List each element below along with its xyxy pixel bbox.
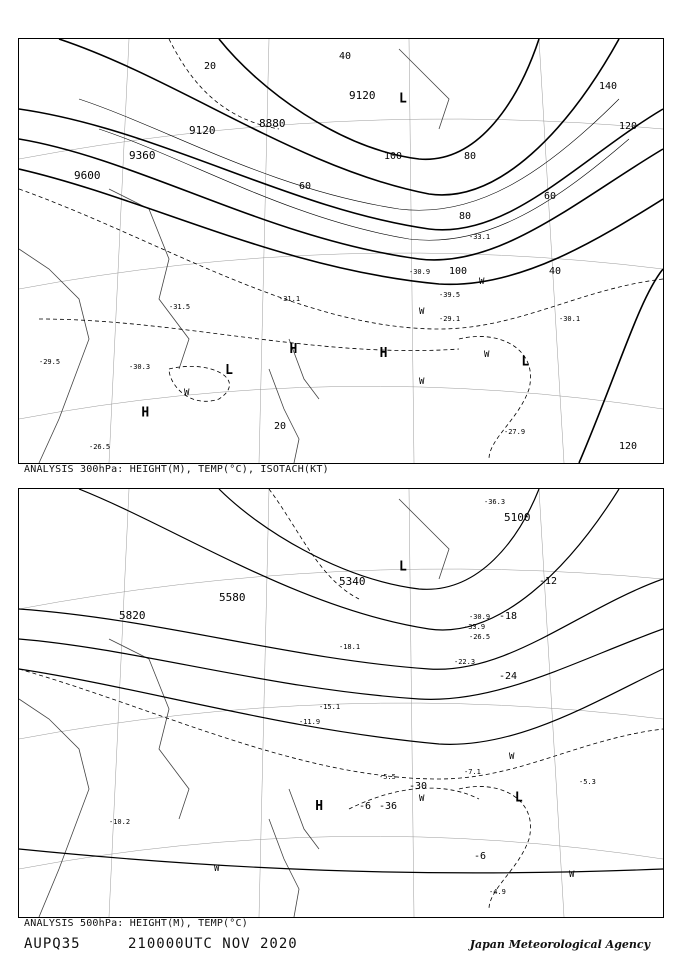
station-temperature: -33.9 xyxy=(464,623,486,631)
height-contour-label: 9120 xyxy=(189,124,216,137)
iso-label: -12 xyxy=(539,576,558,587)
map-300hpa xyxy=(19,39,663,463)
height-contour-label: 9600 xyxy=(74,169,101,182)
iso-label: -6 xyxy=(359,801,372,812)
iso-label: 20 xyxy=(274,421,287,432)
graticule xyxy=(19,489,663,917)
pressure-center-l: L xyxy=(521,354,530,370)
iso-label: -36 xyxy=(379,801,398,812)
station-temperature: -22.3 xyxy=(454,658,476,666)
iso-label: 40 xyxy=(549,266,562,277)
station-temperature: -15.1 xyxy=(319,703,341,711)
iso-label: 80 xyxy=(464,151,477,162)
iso-label: 40 xyxy=(339,51,352,62)
height-contour-label: 8880 xyxy=(259,117,286,130)
pressure-center-h: H xyxy=(141,405,150,421)
station-temperature: -5.5 xyxy=(379,773,396,781)
warm-marker: W xyxy=(509,752,515,762)
issue-time: 210000UTC NOV 2020 xyxy=(128,936,298,952)
height-contours xyxy=(19,39,663,463)
station-temperature: -7.1 xyxy=(464,768,481,776)
height-contour-label: 5340 xyxy=(339,575,366,588)
iso-label: 140 xyxy=(599,81,618,92)
caption-500hpa: ANALYSIS 500hPa: HEIGHT(M), TEMP(°C) xyxy=(24,918,248,929)
station-temperature: -30.9 xyxy=(469,613,491,621)
warm-marker: W xyxy=(484,350,490,360)
pressure-center-h: H xyxy=(289,341,298,357)
station-temperature: -27.9 xyxy=(504,428,526,436)
height-contour-label: 5100 xyxy=(504,511,531,524)
pressure-center-l: L xyxy=(514,790,523,806)
iso-label: 60 xyxy=(299,181,312,192)
iso-label: -24 xyxy=(499,671,518,682)
iso-label: -18 xyxy=(499,611,518,622)
iso-label: 20 xyxy=(204,61,217,72)
product-id: AUPQ35 xyxy=(24,936,81,952)
warm-marker: W xyxy=(419,307,425,317)
graticule xyxy=(19,39,663,463)
station-temperature: -31.5 xyxy=(169,303,191,311)
height-contour-label: 5580 xyxy=(219,591,246,604)
isotherms xyxy=(19,39,663,459)
station-temperature: -26.5 xyxy=(469,633,491,641)
station-temperature: -4.9 xyxy=(489,888,506,896)
iso-label: 120 xyxy=(619,441,638,452)
contour-labels xyxy=(39,51,637,452)
station-temperature: -31.1 xyxy=(279,295,301,303)
chart-panel-500hpa xyxy=(18,488,664,918)
iso-label: -6 xyxy=(474,851,487,862)
station-temperature: -10.2 xyxy=(109,818,131,826)
warm-marker: W xyxy=(569,870,575,880)
warm-marker: W xyxy=(214,864,220,874)
map-500hpa xyxy=(19,489,663,917)
coastline xyxy=(19,49,449,463)
iso-label: 80 xyxy=(459,211,472,222)
warm-marker: W xyxy=(479,277,485,287)
iso-label: 120 xyxy=(619,121,638,132)
station-temperature: -26.5 xyxy=(89,443,111,451)
warm-marker: W xyxy=(419,794,425,804)
agency-name: Japan Meteorological Agency xyxy=(469,938,650,951)
pressure-center-l: L xyxy=(225,362,233,378)
height-contour-label: 9360 xyxy=(129,149,156,162)
pressure-center-h: H xyxy=(379,346,388,361)
station-temperature: -11.9 xyxy=(299,718,321,726)
station-temperature: -29.5 xyxy=(39,358,61,366)
height-contours xyxy=(19,489,663,873)
chart-panel-300hpa xyxy=(18,38,664,464)
height-contour-label: 9120 xyxy=(349,89,376,102)
caption-300hpa: ANALYSIS 300hPa: HEIGHT(M), TEMP(°C), ISOTACH(KT) xyxy=(24,464,329,475)
pressure-center-l: L xyxy=(398,91,407,107)
station-temperature: -33.1 xyxy=(469,233,491,241)
warm-marker: W xyxy=(419,377,425,387)
station-temperature: -39.5 xyxy=(439,291,461,299)
iso-label: 60 xyxy=(544,191,557,202)
pressure-center-l: L xyxy=(398,559,407,575)
iso-label: 100 xyxy=(384,151,403,162)
iso-label: -30 xyxy=(409,781,428,792)
station-temperature: -18.1 xyxy=(339,643,361,651)
station-temperature: -5.3 xyxy=(579,778,596,786)
height-contour-label: 5820 xyxy=(119,609,146,622)
station-temperature: -30.3 xyxy=(129,363,151,371)
iso-label: 100 xyxy=(449,266,468,277)
warm-marker: W xyxy=(184,388,190,398)
station-temperature: -30.1 xyxy=(559,315,581,323)
station-temperature: -30.9 xyxy=(409,268,431,276)
pressure-center-h: H xyxy=(315,799,324,814)
isotherms xyxy=(19,489,663,909)
station-temperature: -29.1 xyxy=(439,315,461,323)
station-temperature: -36.3 xyxy=(484,498,506,506)
